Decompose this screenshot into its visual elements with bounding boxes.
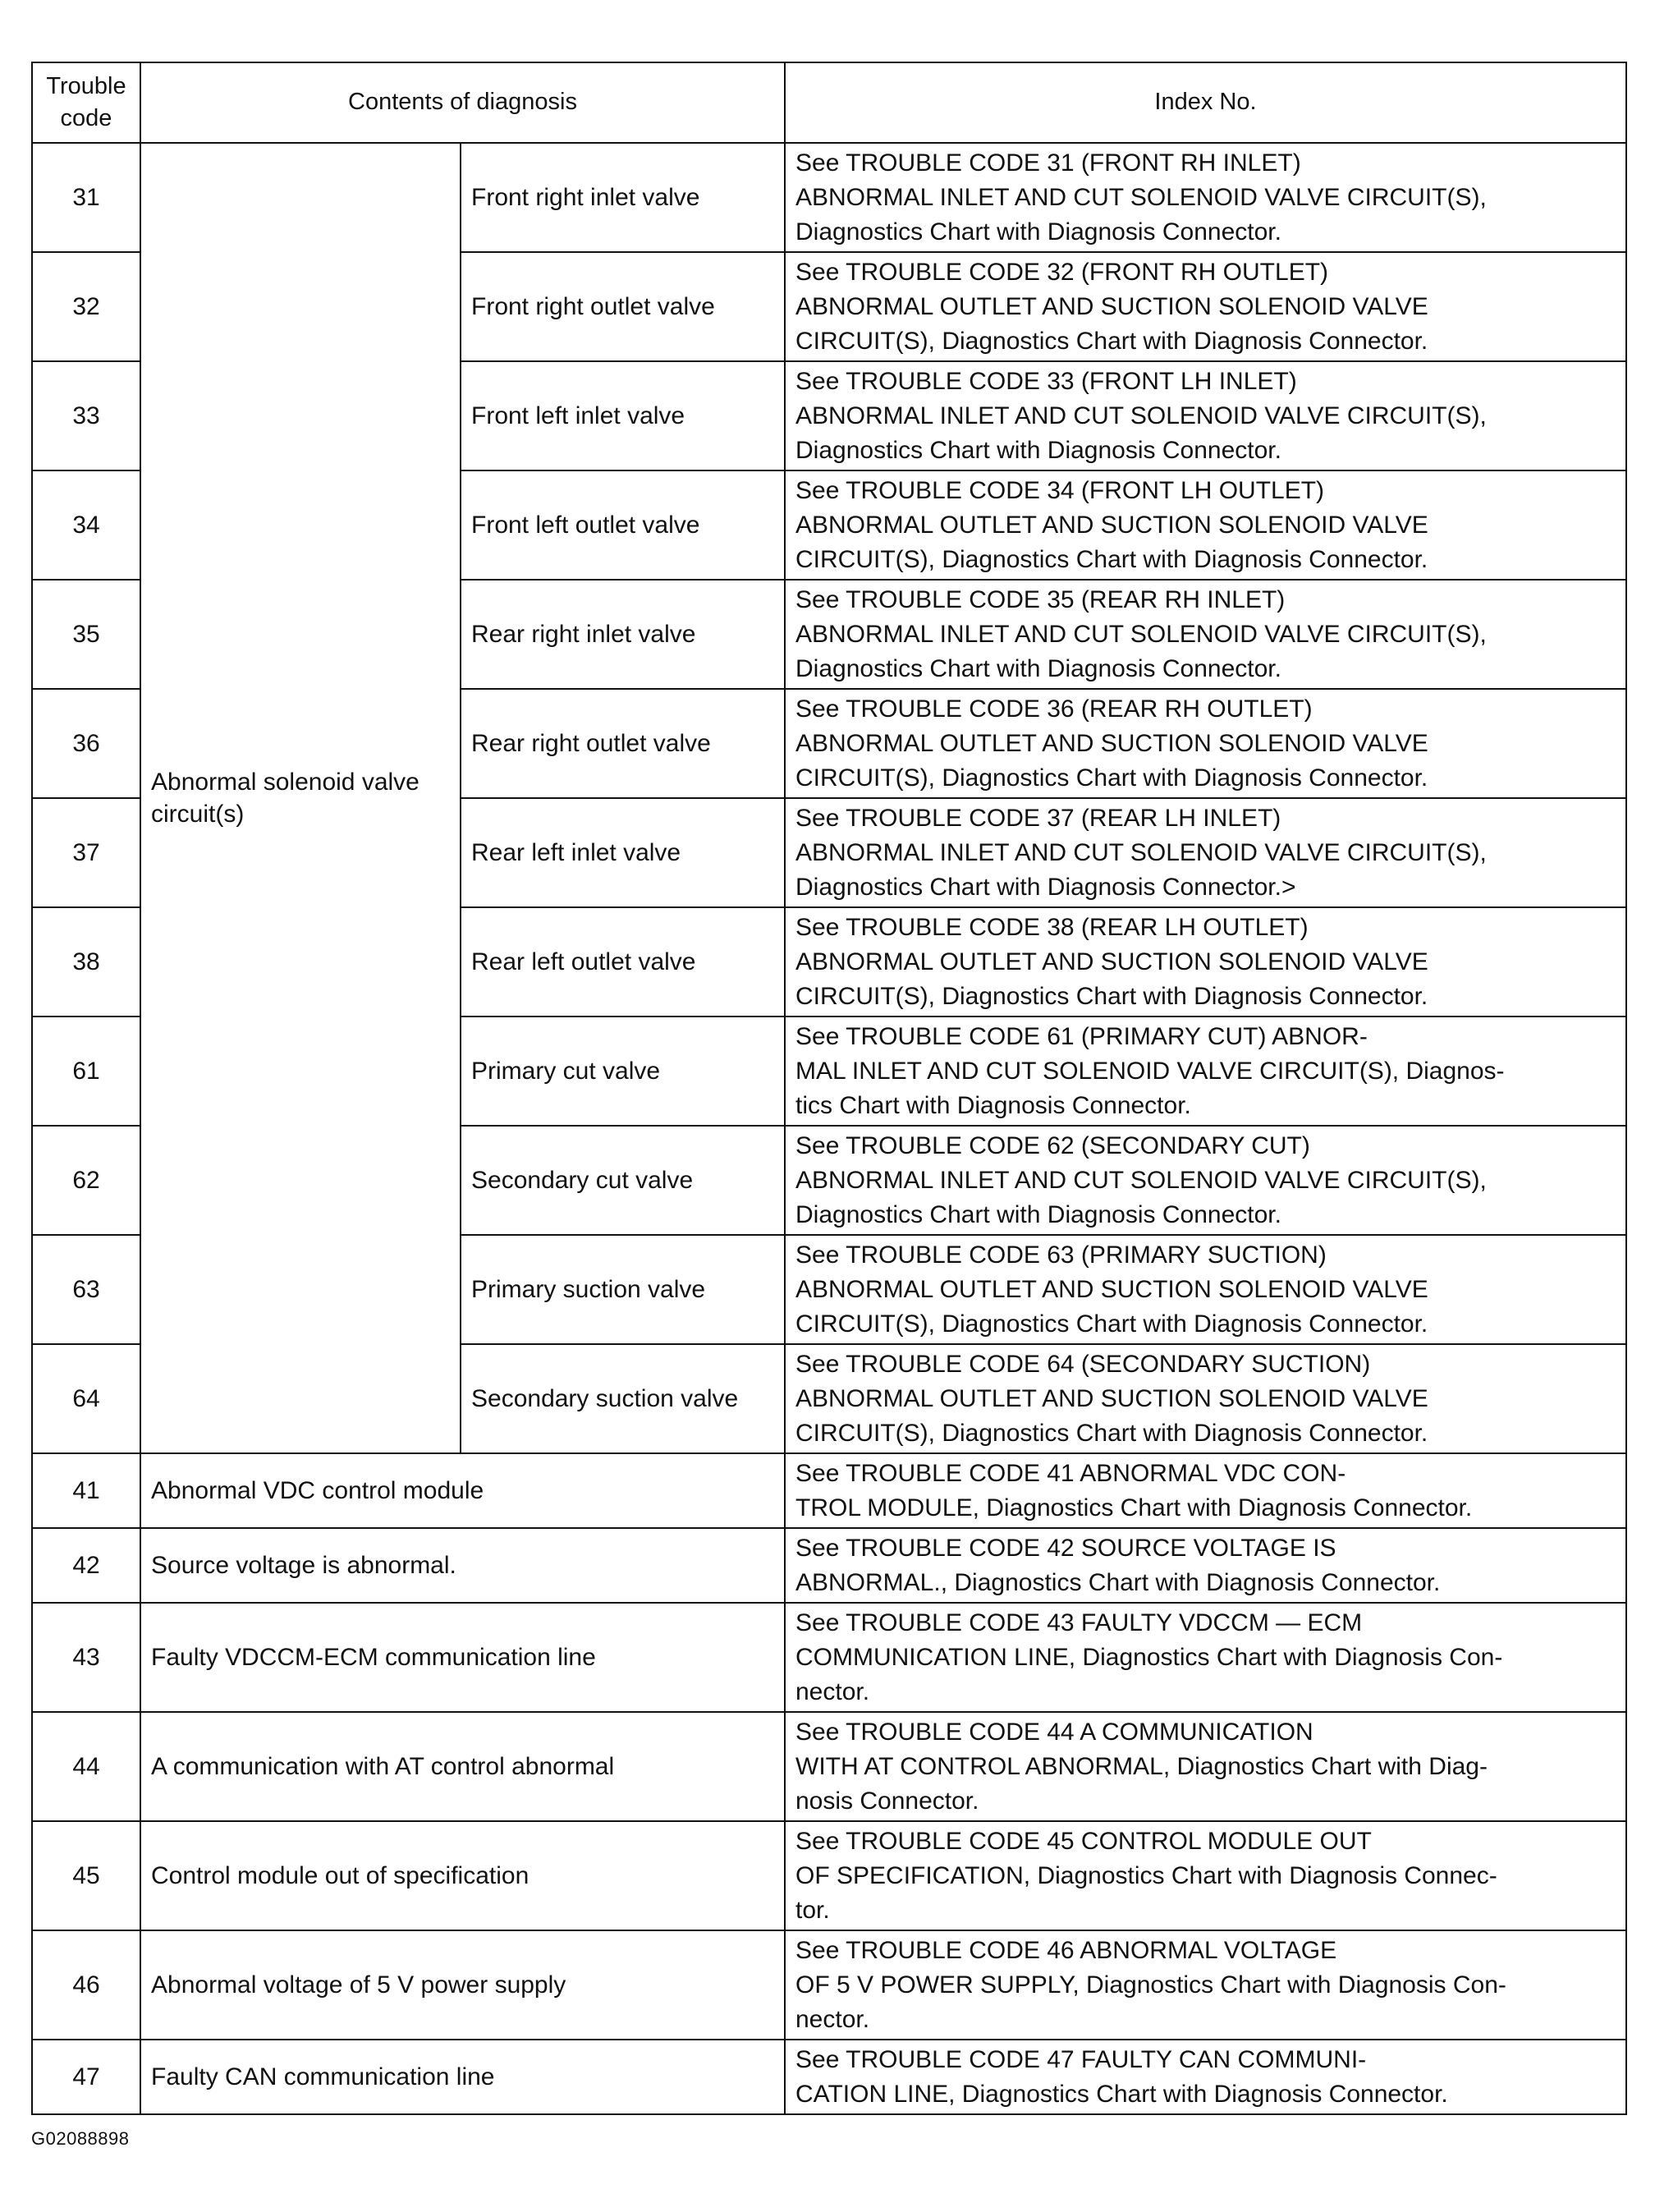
index-line: tor. bbox=[795, 1896, 830, 1924]
index-line: OF SPECIFICATION, Diagnostics Chart with Diagnosis Connec- bbox=[795, 1861, 1497, 1889]
trouble-code: 62 bbox=[32, 1126, 140, 1235]
valve-name: Rear left inlet valve bbox=[461, 798, 785, 907]
trouble-code: 46 bbox=[32, 1930, 140, 2040]
trouble-code: 64 bbox=[32, 1344, 140, 1453]
index-cell bbox=[785, 143, 1626, 252]
header-trouble-code-label: Trouble code bbox=[46, 72, 126, 131]
index-line: ABNORMAL INLET AND CUT SOLENOID VALVE CIRCUIT(S), bbox=[795, 402, 1487, 429]
trouble-code: 33 bbox=[32, 361, 140, 470]
header-contents-label: Contents of diagnosis bbox=[348, 89, 577, 116]
index-cell bbox=[785, 1344, 1626, 1453]
index-line: See TROUBLE CODE 46 ABNORMAL VOLTAGE bbox=[795, 1936, 1337, 1964]
valve-name: Rear right outlet valve bbox=[461, 689, 785, 798]
index-line: See TROUBLE CODE 64 (SECONDARY SUCTION) bbox=[795, 1350, 1371, 1378]
table-row bbox=[32, 2040, 1626, 2114]
valve-name: Front left outlet valve bbox=[461, 470, 785, 580]
valve-name: Rear right inlet valve bbox=[461, 580, 785, 689]
index-cell bbox=[785, 689, 1626, 798]
diagnosis-content: Abnormal voltage of 5 V power supply bbox=[140, 1930, 785, 2040]
index-line: TROL MODULE, Diagnostics Chart with Diagnosis Connector. bbox=[795, 1494, 1473, 1521]
trouble-code: 32 bbox=[32, 252, 140, 361]
valve-name: Front right outlet valve bbox=[461, 252, 785, 361]
index-line: CIRCUIT(S), Diagnostics Chart with Diagnosis Connector. bbox=[795, 1310, 1428, 1338]
trouble-code: 31 bbox=[32, 143, 140, 252]
valve-name: Front left inlet valve bbox=[461, 361, 785, 470]
trouble-code: 63 bbox=[32, 1235, 140, 1344]
index-line: ABNORMAL OUTLET AND SUCTION SOLENOID VALVE bbox=[795, 1384, 1428, 1412]
index-line: See TROUBLE CODE 41 ABNORMAL VDC CON- bbox=[795, 1459, 1346, 1487]
valve-name: Primary cut valve bbox=[461, 1017, 785, 1126]
index-line: See TROUBLE CODE 36 (REAR RH OUTLET) bbox=[795, 695, 1313, 723]
trouble-code: 37 bbox=[32, 798, 140, 907]
index-line: tics Chart with Diagnosis Connector. bbox=[795, 1091, 1191, 1119]
index-line: nosis Connector. bbox=[795, 1787, 979, 1815]
index-line: CIRCUIT(S), Diagnostics Chart with Diagnosis Connector. bbox=[795, 545, 1428, 573]
index-line: nector. bbox=[795, 1677, 870, 1705]
index-cell bbox=[785, 1235, 1626, 1344]
index-line: ABNORMAL OUTLET AND SUCTION SOLENOID VALVE bbox=[795, 729, 1428, 757]
trouble-code: 42 bbox=[32, 1528, 140, 1603]
index-line: CIRCUIT(S), Diagnostics Chart with Diagnosis Connector. bbox=[795, 764, 1428, 792]
index-line: See TROUBLE CODE 62 (SECONDARY CUT) bbox=[795, 1131, 1310, 1159]
index-line: See TROUBLE CODE 35 (REAR RH INLET) bbox=[795, 585, 1286, 613]
table-header-row bbox=[32, 62, 1626, 143]
index-line: OF 5 V POWER SUPPLY, Diagnostics Chart with Diagnosis Con- bbox=[795, 1971, 1506, 1999]
trouble-code: 45 bbox=[32, 1821, 140, 1930]
trouble-code: 61 bbox=[32, 1017, 140, 1126]
diagnosis-content: Abnormal VDC control module bbox=[140, 1453, 785, 1528]
index-line: See TROUBLE CODE 63 (PRIMARY SUCTION) bbox=[795, 1241, 1327, 1269]
group-label: Abnormal solenoid valve circuit(s) bbox=[140, 143, 461, 1453]
index-cell bbox=[785, 252, 1626, 361]
index-cell bbox=[785, 798, 1626, 907]
index-line: ABNORMAL OUTLET AND SUCTION SOLENOID VALVE bbox=[795, 511, 1428, 539]
index-line: nector. bbox=[795, 2005, 870, 2033]
index-line: ABNORMAL., Diagnostics Chart with Diagnosis Connector. bbox=[795, 1568, 1441, 1596]
table-row bbox=[32, 1453, 1626, 1528]
diagnosis-content: Control module out of specification bbox=[140, 1821, 785, 1930]
index-line: ABNORMAL OUTLET AND SUCTION SOLENOID VALVE bbox=[795, 1275, 1428, 1303]
trouble-code: 38 bbox=[32, 907, 140, 1017]
trouble-code: 36 bbox=[32, 689, 140, 798]
table-row bbox=[32, 1930, 1626, 2040]
index-line: Diagnostics Chart with Diagnosis Connector. bbox=[795, 218, 1281, 246]
index-line: See TROUBLE CODE 43 FAULTY VDCCM — ECM bbox=[795, 1609, 1363, 1636]
table-row bbox=[32, 143, 1626, 252]
trouble-code: 41 bbox=[32, 1453, 140, 1528]
index-cell bbox=[785, 1712, 1626, 1821]
index-line: See TROUBLE CODE 44 A COMMUNICATION bbox=[795, 1718, 1313, 1746]
header-index bbox=[785, 62, 1626, 143]
index-line: See TROUBLE CODE 42 SOURCE VOLTAGE IS bbox=[795, 1534, 1336, 1562]
trouble-code-table bbox=[31, 62, 1627, 2115]
valve-name: Secondary suction valve bbox=[461, 1344, 785, 1453]
table-row bbox=[32, 1603, 1626, 1712]
table-row bbox=[32, 1821, 1626, 1930]
index-line: MAL INLET AND CUT SOLENOID VALVE CIRCUIT(S), Diagnos- bbox=[795, 1057, 1505, 1085]
index-cell bbox=[785, 1126, 1626, 1235]
diagnosis-content: Faulty CAN communication line bbox=[140, 2040, 785, 2114]
index-cell bbox=[785, 1453, 1626, 1528]
index-cell bbox=[785, 1017, 1626, 1126]
index-cell bbox=[785, 361, 1626, 470]
table-body bbox=[32, 143, 1626, 2114]
valve-name: Secondary cut valve bbox=[461, 1126, 785, 1235]
index-line: See TROUBLE CODE 47 FAULTY CAN COMMUNI- bbox=[795, 2045, 1367, 2073]
table-row bbox=[32, 1712, 1626, 1821]
trouble-code: 35 bbox=[32, 580, 140, 689]
index-line: See TROUBLE CODE 31 (FRONT RH INLET) bbox=[795, 149, 1301, 177]
index-line: CIRCUIT(S), Diagnostics Chart with Diagnosis Connector. bbox=[795, 982, 1428, 1010]
trouble-code: 44 bbox=[32, 1712, 140, 1821]
header-index-label: Index No. bbox=[1154, 89, 1257, 116]
index-cell bbox=[785, 1528, 1626, 1603]
index-line: See TROUBLE CODE 45 CONTROL MODULE OUT bbox=[795, 1827, 1372, 1855]
trouble-code: 34 bbox=[32, 470, 140, 580]
diagnosis-content: Source voltage is abnormal. bbox=[140, 1528, 785, 1603]
index-cell bbox=[785, 470, 1626, 580]
diagnosis-content: Faulty VDCCM-ECM communication line bbox=[140, 1603, 785, 1712]
figure-id: G02088898 bbox=[31, 2128, 130, 2149]
valve-name: Primary suction valve bbox=[461, 1235, 785, 1344]
index-line: Diagnostics Chart with Diagnosis Connector.> bbox=[795, 873, 1296, 901]
valve-name: Front right inlet valve bbox=[461, 143, 785, 252]
index-line: ABNORMAL INLET AND CUT SOLENOID VALVE CIRCUIT(S), bbox=[795, 183, 1487, 211]
index-cell bbox=[785, 580, 1626, 689]
index-line: See TROUBLE CODE 34 (FRONT LH OUTLET) bbox=[795, 476, 1325, 504]
index-line: See TROUBLE CODE 61 (PRIMARY CUT) ABNOR- bbox=[795, 1022, 1368, 1050]
index-line: Diagnostics Chart with Diagnosis Connector. bbox=[795, 1200, 1281, 1228]
index-cell bbox=[785, 2040, 1626, 2114]
index-line: WITH AT CONTROL ABNORMAL, Diagnostics Chart with Diag- bbox=[795, 1752, 1488, 1780]
index-line: CIRCUIT(S), Diagnostics Chart with Diagnosis Connector. bbox=[795, 327, 1428, 355]
index-line: ABNORMAL OUTLET AND SUCTION SOLENOID VALVE bbox=[795, 292, 1428, 320]
index-cell bbox=[785, 907, 1626, 1017]
index-cell bbox=[785, 1930, 1626, 2040]
index-line: See TROUBLE CODE 38 (REAR LH OUTLET) bbox=[795, 913, 1309, 941]
index-line: ABNORMAL INLET AND CUT SOLENOID VALVE CIRCUIT(S), bbox=[795, 1166, 1487, 1194]
index-line: ABNORMAL OUTLET AND SUCTION SOLENOID VALVE bbox=[795, 948, 1428, 975]
index-cell bbox=[785, 1603, 1626, 1712]
index-line: See TROUBLE CODE 37 (REAR LH INLET) bbox=[795, 804, 1281, 832]
index-line: See TROUBLE CODE 32 (FRONT RH OUTLET) bbox=[795, 258, 1329, 286]
trouble-code: 43 bbox=[32, 1603, 140, 1712]
index-line: Diagnostics Chart with Diagnosis Connector. bbox=[795, 436, 1281, 464]
trouble-code: 47 bbox=[32, 2040, 140, 2114]
diagnosis-content: A communication with AT control abnormal bbox=[140, 1712, 785, 1821]
table-row bbox=[32, 1528, 1626, 1603]
index-line: ABNORMAL INLET AND CUT SOLENOID VALVE CIRCUIT(S), bbox=[795, 620, 1487, 648]
index-line: ABNORMAL INLET AND CUT SOLENOID VALVE CIRCUIT(S), bbox=[795, 838, 1487, 866]
index-line: CATION LINE, Diagnostics Chart with Diagnosis Connector. bbox=[795, 2080, 1448, 2108]
valve-name: Rear left outlet valve bbox=[461, 907, 785, 1017]
header-trouble-code bbox=[32, 62, 140, 143]
index-line: CIRCUIT(S), Diagnostics Chart with Diagnosis Connector. bbox=[795, 1419, 1428, 1447]
header-contents bbox=[140, 62, 785, 143]
index-line: Diagnostics Chart with Diagnosis Connector. bbox=[795, 654, 1281, 682]
index-cell bbox=[785, 1821, 1626, 1930]
index-line: COMMUNICATION LINE, Diagnostics Chart with Diagnosis Con- bbox=[795, 1643, 1503, 1671]
index-line: See TROUBLE CODE 33 (FRONT LH INLET) bbox=[795, 367, 1297, 395]
